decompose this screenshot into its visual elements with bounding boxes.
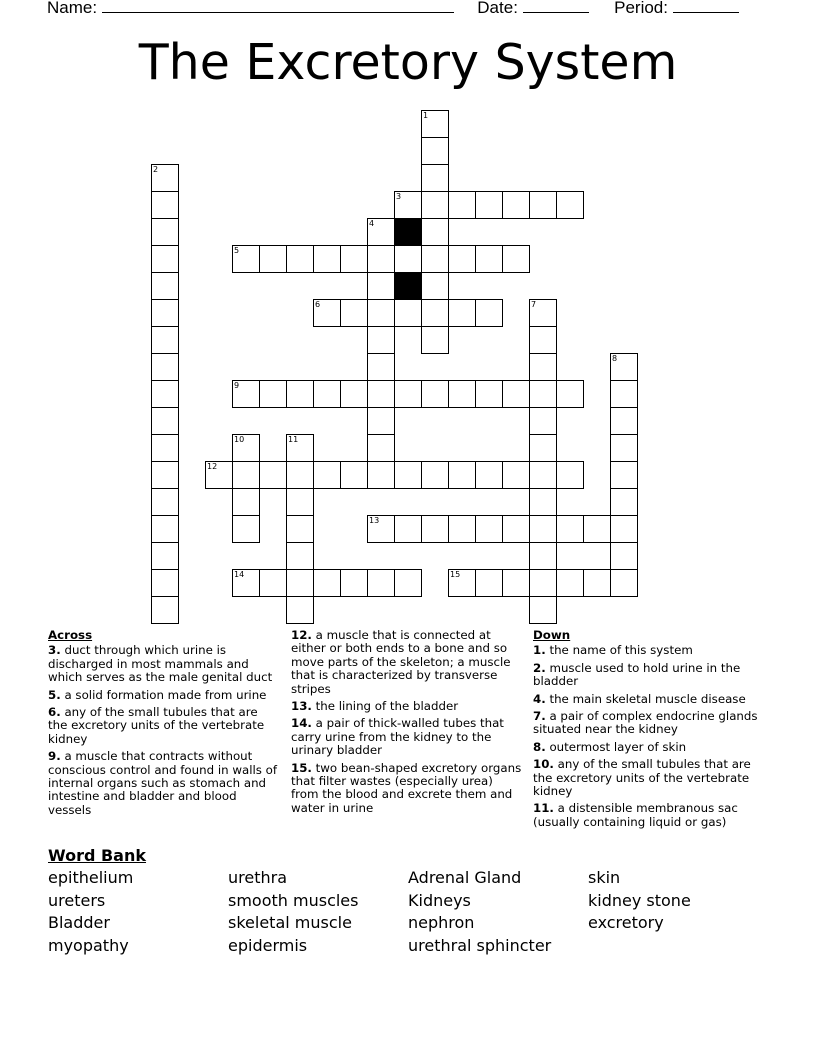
grid-cell[interactable]: [286, 569, 314, 597]
grid-cell[interactable]: [286, 488, 314, 516]
word-bank-word: Adrenal Gland: [408, 868, 522, 887]
grid-cell[interactable]: [367, 299, 395, 327]
clue-text: outermost layer of skin: [549, 739, 687, 754]
grid-cell[interactable]: [529, 542, 557, 570]
grid-cell[interactable]: [313, 569, 341, 597]
grid-cell[interactable]: [340, 245, 368, 273]
blocked-cell: [394, 218, 422, 246]
grid-cell[interactable]: [394, 299, 422, 327]
clue-across: [291, 700, 523, 713]
grid-cell[interactable]: [610, 542, 638, 570]
grid-cell[interactable]: [313, 245, 341, 273]
grid-cell[interactable]: [610, 461, 638, 489]
grid-cell[interactable]: [151, 326, 179, 354]
grid-cell[interactable]: [610, 488, 638, 516]
grid-cell[interactable]: [421, 326, 449, 354]
clue-text: muscle used to hold urine in the bladder: [533, 660, 741, 689]
grid-cell[interactable]: [151, 434, 179, 462]
clue-down: [533, 802, 773, 829]
grid-cell[interactable]: [610, 380, 638, 408]
grid-cell[interactable]: [367, 353, 395, 381]
grid-cell[interactable]: [556, 515, 584, 543]
grid-cell[interactable]: [151, 380, 179, 408]
word-bank-word: ureters: [48, 890, 106, 910]
grid-cell[interactable]: [583, 569, 611, 597]
grid-cell[interactable]: [151, 245, 179, 273]
clue-number-label: 7: [531, 300, 537, 309]
grid-cell[interactable]: [475, 461, 503, 489]
grid-cell[interactable]: [529, 596, 557, 624]
grid-cell[interactable]: [367, 245, 395, 273]
grid-cell[interactable]: [502, 569, 530, 597]
grid-cell[interactable]: [259, 461, 287, 489]
grid-cell[interactable]: [448, 191, 476, 219]
grid-cell[interactable]: [448, 380, 476, 408]
clue-across: [291, 717, 523, 757]
grid-cell[interactable]: [151, 191, 179, 219]
grid-cell[interactable]: [421, 218, 449, 246]
clue-number: 2.: [533, 660, 546, 675]
grid-cell[interactable]: [367, 272, 395, 300]
grid-cell[interactable]: [421, 380, 449, 408]
grid-cell[interactable]: [313, 380, 341, 408]
clue-number: 5.: [48, 687, 61, 702]
across-clues-continued: [291, 629, 523, 819]
clue-down: [533, 662, 773, 689]
clue-text: any of the small tubules that are the excretory units of the vertebrate kidney: [533, 757, 751, 799]
grid-cell[interactable]: [151, 299, 179, 327]
grid-cell[interactable]: [556, 380, 584, 408]
word-bank-title: Word Bank: [48, 846, 147, 865]
clue-number: 11.: [533, 801, 554, 816]
clue-down: [533, 693, 773, 706]
grid-cell[interactable]: [502, 515, 530, 543]
grid-cell[interactable]: [340, 380, 368, 408]
down-heading: Down: [533, 628, 571, 642]
grid-cell[interactable]: [394, 380, 422, 408]
grid-cell[interactable]: [151, 488, 179, 516]
grid-cell[interactable]: [421, 191, 449, 219]
clue-number: 6.: [48, 705, 61, 720]
word-bank-word: urethra: [228, 868, 288, 887]
grid-cell[interactable]: [583, 515, 611, 543]
grid-cell[interactable]: [529, 461, 557, 489]
clue-across: [48, 750, 278, 817]
grid-cell[interactable]: [340, 299, 368, 327]
name-label: Name:: [47, 0, 98, 17]
grid-cell[interactable]: [151, 542, 179, 570]
grid-cell[interactable]: [286, 515, 314, 543]
clue-number: 15.: [291, 760, 312, 775]
grid-cell[interactable]: [529, 434, 557, 462]
clue-number-label: 12: [207, 462, 218, 471]
grid-cell[interactable]: [232, 488, 260, 516]
clue-text: any of the small tubules that are the excretory units of the vertebrate kidney: [48, 705, 265, 746]
grid-cell[interactable]: [529, 353, 557, 381]
clue-text: a muscle that contracts without conscious control and found in walls of internal organs such as stomach and intestine and bladder and blood vessels: [48, 749, 278, 817]
clue-number: 8.: [533, 739, 546, 754]
clue-text: two bean-shaped excretory organs that filter wastes (especially urea) from the blood and excrete them and water in urine: [291, 760, 522, 815]
word-bank-word: myopathy: [48, 936, 129, 956]
word-bank-word: Bladder: [48, 913, 110, 933]
clue-number-label: 3: [396, 192, 402, 201]
clue-number-label: 9: [234, 381, 240, 390]
grid-cell[interactable]: [151, 272, 179, 300]
grid-cell[interactable]: [448, 299, 476, 327]
grid-cell[interactable]: [475, 299, 503, 327]
clue-number: 4.: [533, 691, 546, 706]
word-bank-word: epithelium: [48, 868, 134, 887]
clue-across: [48, 706, 278, 746]
clue-number-label: 4: [369, 219, 375, 228]
clue-number-label: 5: [234, 246, 240, 255]
grid-cell[interactable]: [367, 380, 395, 408]
grid-cell[interactable]: [367, 461, 395, 489]
word-bank-word: excretory: [588, 913, 664, 933]
clue-down: [533, 758, 773, 798]
grid-cell[interactable]: [394, 245, 422, 273]
grid-cell[interactable]: [394, 515, 422, 543]
grid-cell[interactable]: [529, 407, 557, 435]
word-bank-word: kidney stone: [588, 890, 691, 910]
grid-cell[interactable]: [475, 380, 503, 408]
grid-cell[interactable]: [259, 569, 287, 597]
grid-cell[interactable]: [340, 569, 368, 597]
grid-cell[interactable]: [421, 164, 449, 192]
grid-cell[interactable]: [286, 596, 314, 624]
grid-cell[interactable]: [151, 353, 179, 381]
grid-cell[interactable]: [367, 434, 395, 462]
clue-number-label: 2: [153, 165, 159, 174]
grid-cell[interactable]: [502, 191, 530, 219]
clue-text: duct through which urine is discharged in most mammals and which serves as the male genital duct: [48, 643, 273, 685]
grid-cell[interactable]: [259, 245, 287, 273]
clue-across: [291, 762, 523, 816]
down-clues: [533, 629, 773, 833]
grid-cell[interactable]: [529, 191, 557, 219]
clue-across: [48, 689, 278, 702]
grid-cell[interactable]: [610, 515, 638, 543]
clue-number: 1.: [533, 643, 546, 658]
grid-cell[interactable]: [151, 596, 179, 624]
grid-cell[interactable]: [556, 461, 584, 489]
grid-cell[interactable]: [151, 407, 179, 435]
clue-down: [533, 741, 773, 754]
grid-cell[interactable]: [475, 245, 503, 273]
grid-cell[interactable]: [448, 245, 476, 273]
clue-down: [533, 710, 773, 737]
clue-number-label: 14: [234, 570, 245, 579]
grid-cell[interactable]: [529, 380, 557, 408]
grid-cell[interactable]: [286, 461, 314, 489]
grid-cell[interactable]: [367, 326, 395, 354]
grid-cell[interactable]: [556, 569, 584, 597]
grid-cell[interactable]: [367, 569, 395, 597]
grid-cell[interactable]: [421, 245, 449, 273]
across-heading: Across: [48, 628, 93, 642]
blocked-cell: [394, 272, 422, 300]
clue-number: 14.: [291, 716, 312, 731]
grid-cell[interactable]: [529, 488, 557, 516]
clue-number-label: 8: [612, 354, 618, 363]
word-bank-word: skeletal muscle: [228, 913, 352, 933]
clue-number: 7.: [533, 709, 546, 724]
grid-cell[interactable]: [286, 542, 314, 570]
grid-cell[interactable]: [232, 461, 260, 489]
grid-cell[interactable]: [394, 461, 422, 489]
clue-number-label: 13: [369, 516, 380, 525]
grid-cell[interactable]: [448, 461, 476, 489]
across-clues: [48, 629, 278, 821]
clue-text: a pair of thick-walled tubes that carry urine from the kidney to the urinary bladder: [291, 716, 504, 758]
grid-cell[interactable]: [475, 191, 503, 219]
grid-cell[interactable]: [286, 245, 314, 273]
word-bank-word: nephron: [408, 913, 475, 933]
grid-cell[interactable]: [421, 272, 449, 300]
clue-number: 3.: [48, 643, 61, 658]
grid-cell[interactable]: [556, 191, 584, 219]
grid-cell[interactable]: [421, 515, 449, 543]
grid-cell[interactable]: [151, 515, 179, 543]
clue-number: 9.: [48, 749, 61, 764]
word-bank-word: epidermis: [228, 936, 308, 956]
clue-across: [291, 629, 523, 696]
clue-text: the main skeletal muscle disease: [549, 691, 746, 706]
word-bank-word: smooth muscles: [228, 890, 359, 910]
clue-number: 10.: [533, 757, 554, 772]
clue-text: a pair of complex endocrine glands situated near the kidney: [533, 709, 758, 737]
grid-cell[interactable]: [151, 461, 179, 489]
period-label: Period:: [614, 0, 668, 17]
clue-number: 13.: [291, 699, 312, 714]
clue-text: the lining of the bladder: [315, 699, 459, 714]
clue-across: [48, 644, 278, 684]
date-label: Date:: [477, 0, 518, 17]
grid-cell[interactable]: [475, 569, 503, 597]
grid-cell[interactable]: [421, 461, 449, 489]
grid-cell[interactable]: [232, 515, 260, 543]
grid-cell[interactable]: [259, 380, 287, 408]
grid-cell[interactable]: [529, 326, 557, 354]
clue-number-label: 10: [234, 435, 245, 444]
grid-cell[interactable]: [475, 515, 503, 543]
grid-cell[interactable]: [502, 245, 530, 273]
word-bank-word: urethral sphincter: [408, 936, 552, 956]
grid-cell[interactable]: [151, 218, 179, 246]
grid-cell[interactable]: [151, 569, 179, 597]
grid-cell[interactable]: [610, 434, 638, 462]
grid-cell[interactable]: [340, 461, 368, 489]
grid-cell[interactable]: [610, 569, 638, 597]
grid-cell[interactable]: [313, 461, 341, 489]
grid-cell[interactable]: [421, 299, 449, 327]
grid-cell[interactable]: [367, 407, 395, 435]
clue-text: a solid formation made from urine: [64, 687, 267, 702]
clue-number-label: 11: [288, 435, 299, 444]
clue-text: a distensible membranous sac (usually containing liquid or gas): [533, 801, 738, 829]
clue-text: the name of this system: [549, 643, 693, 658]
clue-number-label: 1: [423, 111, 429, 120]
grid-cell[interactable]: [502, 461, 530, 489]
clue-down: [533, 644, 773, 657]
grid-cell[interactable]: [421, 137, 449, 165]
word-bank-word: Kidneys: [408, 890, 471, 910]
grid-cell[interactable]: [529, 515, 557, 543]
clue-text: a muscle that is connected at either or both ends to a bone and so move parts of the skeleton; a muscle that is characterized by transverse stripes: [291, 628, 511, 696]
clue-number-label: 15: [450, 570, 461, 579]
clue-number-label: 6: [315, 300, 321, 309]
grid-cell[interactable]: [394, 569, 422, 597]
grid-cell[interactable]: [448, 515, 476, 543]
grid-cell[interactable]: [502, 380, 530, 408]
grid-cell[interactable]: [610, 407, 638, 435]
grid-cell[interactable]: [286, 380, 314, 408]
clue-number: 12.: [291, 628, 312, 642]
grid-cell[interactable]: [529, 569, 557, 597]
word-bank-word: skin: [588, 868, 621, 887]
page-title: The Excretory System: [138, 34, 678, 91]
